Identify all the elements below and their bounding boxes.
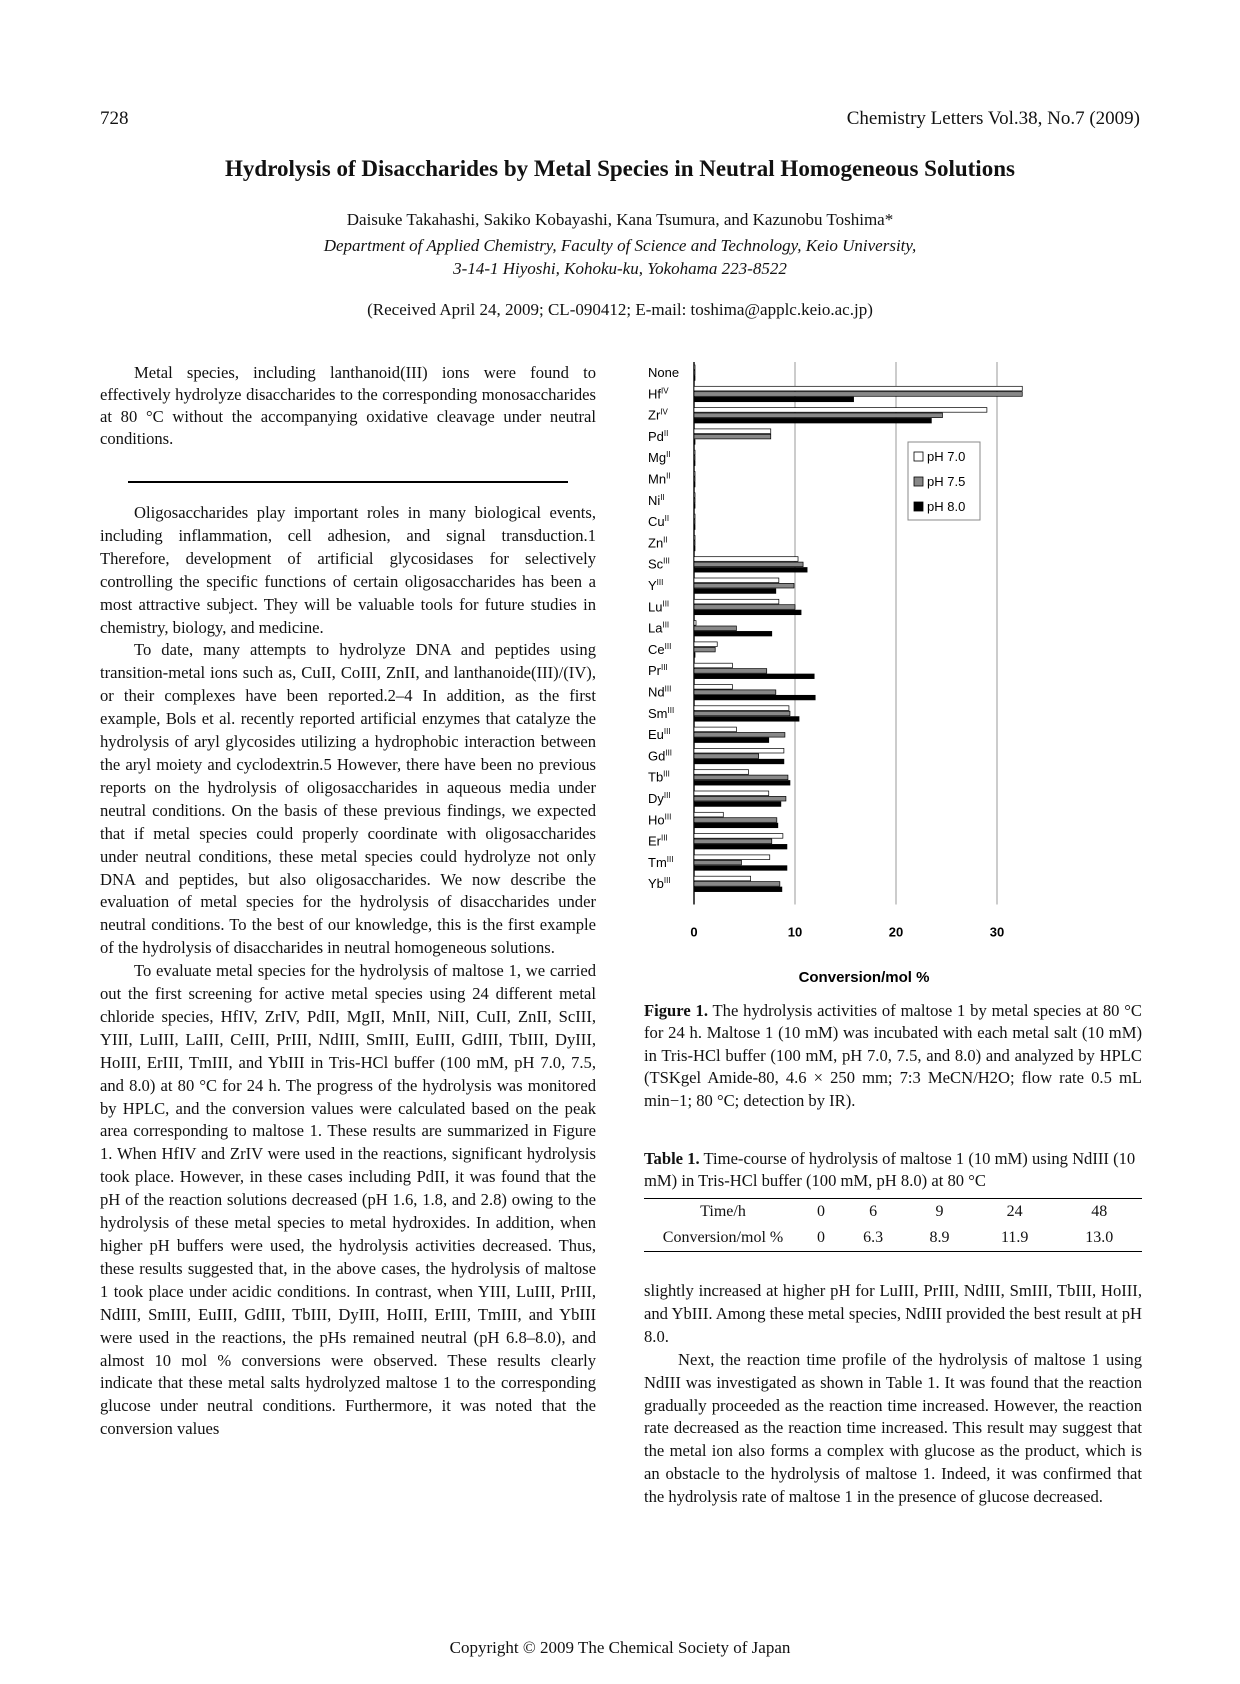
- chart-bar: [694, 504, 695, 509]
- chart-bar: [694, 386, 1022, 391]
- chart-bar: [694, 754, 759, 759]
- chart-tick-label: 0: [690, 924, 698, 940]
- table-caption-text: Time-course of hydrolysis of maltose 1 (10 mM) using NdIII (10 mM) in Tris-HCl buffer (100 mM, pH 8.0) at 80 °C: [644, 1149, 1136, 1191]
- chart-bar: [694, 839, 772, 844]
- body-right-column: [644, 1280, 1142, 1509]
- chart-category-label: $Ce^{III}$: [648, 641, 672, 657]
- chart-bar: [694, 605, 795, 610]
- chart-category-label: $Hf^{IV}$: [648, 386, 669, 402]
- chart-category-label: $Tb^{III}$: [648, 769, 670, 785]
- table-caption: [644, 1148, 1142, 1193]
- chart-bar: [694, 823, 778, 828]
- chart-bar: [694, 408, 987, 413]
- chart-bar: [694, 770, 749, 775]
- table-cell: 11.9: [973, 1225, 1057, 1252]
- body-paragraph: Oligosaccharides play important roles in many biological events, including inflammation, cell adhesion, and signal transduction.1 Therefore, development of artificial glycosidases for selectively controlling the specific functions of certain oligosaccharides has been a most attractive subject. They will be valuable tools for future studies in chemistry, biology, and medicine.: [100, 503, 596, 637]
- body-paragraph: To date, many attempts to hydrolyze DNA and peptides using transition-metal ions such as, CuII, CoIII, ZnII, and lanthanoide(III)/(IV), or their complexes have been reported.2–4 In addition, as the first example, Bols et al. recently reported artificial enzymes that catalyze the hydrolysis of aryl glycosides utilizing a hydrophobic interaction between the aryl moiety and cyclodextrin.5 However, there have been no previous reports on the hydrolysis of oligosaccharides in aqueous media under neutral conditions. On the basis of these previous findings, we expected that if metal species could properly coordinate with oligosaccharides under neutral conditions, these metal species could hydrolyze not only DNA and peptides, but also oligosaccharides. We now describe the evaluation of metal species for the hydrolysis of disaccharides under neutral conditions. To the best of our knowledge, this is the first example of the hydrolysis of disaccharides in neutral homogeneous solutions.: [100, 640, 596, 958]
- chart-x-axis-label: Conversion/mol %: [798, 969, 930, 986]
- chart-bar: [694, 642, 717, 647]
- chart-bar: [694, 834, 783, 839]
- chart-bar: [694, 855, 770, 860]
- chart-bar: [694, 429, 771, 434]
- chart-tick-label: 20: [888, 924, 904, 940]
- table-cell: 0: [802, 1225, 840, 1252]
- affiliation: [0, 234, 1240, 280]
- chart-category-label: $Gd^{III}$: [648, 748, 673, 764]
- paper-title: Hydrolysis of Disaccharides by Metal Species in Neutral Homogeneous Solutions: [225, 156, 1015, 181]
- chart-bar: [694, 844, 787, 849]
- chart-bar: [694, 440, 695, 445]
- table-cell: 48: [1057, 1199, 1142, 1226]
- table-cell: 24: [973, 1199, 1057, 1226]
- chart-category-label: $Zn^{II}$: [648, 535, 668, 551]
- chart-bar: [694, 599, 779, 604]
- chart-bar: [694, 812, 723, 817]
- chart-bar: [694, 860, 741, 865]
- chart-category-label: $Ho^{III}$: [648, 812, 672, 828]
- chart-legend-label: pH 8.0: [927, 499, 966, 514]
- chart-bar: [694, 413, 942, 418]
- chart-legend-swatch: [914, 477, 923, 486]
- table-caption-label: Table 1.: [644, 1149, 700, 1168]
- chart-category-label: $Sc^{III}$: [648, 556, 670, 572]
- table-row: [644, 1199, 1142, 1226]
- chart-bar: [694, 818, 777, 823]
- table-cell: 6.3: [840, 1225, 906, 1252]
- journal-header: Chemistry Letters Vol.38, No.7 (2009): [846, 108, 1140, 129]
- chart-bar: [694, 498, 695, 503]
- chart-category-label: $Zr^{IV}$: [648, 407, 668, 423]
- chart-bar: [694, 376, 695, 381]
- chart-bar: [694, 461, 695, 466]
- chart-category-label: $Mn^{II}$: [648, 471, 671, 487]
- body-paragraph: slightly increased at higher pH for LuIII, PrIII, NdIII, SmIII, TbIII, HoIII, and YbIII. Among these metal species, NdIII provided the best result at pH 8.0.: [644, 1281, 1142, 1346]
- chart-bar: [694, 482, 695, 487]
- chart-bar: [694, 887, 782, 892]
- chart-category-label: $Pr^{III}$: [648, 663, 668, 679]
- chart-bar: [694, 631, 772, 636]
- chart-bar: [694, 365, 695, 370]
- chart-bar: [694, 578, 779, 583]
- affiliation-line-2: 3-14-1 Hiyoshi, Kohoku-ku, Yokohama 223-8522: [453, 259, 787, 278]
- chart-bar: [694, 477, 695, 482]
- chart-bar: [694, 514, 695, 519]
- chart-bar: [694, 738, 769, 743]
- chart-bar: [694, 690, 776, 695]
- chart-tick-labels: [690, 925, 1004, 940]
- chart-category-label: $Y^{III}$: [648, 578, 664, 593]
- chart-bar: [694, 647, 715, 652]
- chart-bar: [694, 434, 771, 439]
- table-cell: 8.9: [906, 1225, 972, 1252]
- chart-bar: [694, 568, 807, 573]
- chart-tick-label: 30: [989, 924, 1005, 940]
- figure-1-chart: [644, 360, 1144, 990]
- table-cell: Conversion/mol %: [644, 1225, 802, 1252]
- chart-category-label: $Er^{III}$: [648, 833, 668, 849]
- chart-category-label: $Lu^{III}$: [648, 599, 670, 615]
- figure-caption-text: The hydrolysis activities of maltose 1 by metal species at 80 °C for 24 h. Maltose 1 (10 mM) was incubated with each metal salt (10 mM) in Tris-HCl buffer (100 mM, pH 7.0, 7.5, and 8.0) and analyzed by HPLC (TSKgel Amide-80, 4.6 × 250 mm; 7:3 MeCN/H2O; flow rate 0.5 mL min−1; 80 °C; detection by IR).: [644, 1001, 1143, 1110]
- chart-bar: [694, 456, 695, 461]
- chart-category-label: $Cu^{II}$: [648, 514, 670, 530]
- chart-bar: [694, 653, 695, 658]
- body-paragraph: To evaluate metal species for the hydrolysis of maltose 1, we carried out the first screening for active metal species using 24 different metal chloride species, HfIV, ZrIV, PdII, MgII, MnII, NiII, CuII, ZnII, ScIII, YIII, LuIII, LaIII, CeIII, PrIII, NdIII, SmIII, EuIII, GdIII, TbIII, DyIII, HoIII, ErIII, TmIII, and YbIII in Tris-HCl buffer (100 mM, pH 7.0, 7.5, and 8.0) at 80 °C for 24 h. The progress of the hydrolysis was monitored by HPLC, and the conversion values were calculated based on the peak area corresponding to maltose 1. These results are summarized in Figure 1. When HfIV and ZrIV were used in the reactions, significant hydrolysis took place. However, in these cases including PdII, it was found that the pH of the reaction solutions decreased (pH 1.6, 1.8, and 2.8) owing to the hydrolysis of these metal species to metal hydroxides. In addition, when higher pH buffers were used, the hydrolysis activities decreased. Thus, these results suggested that, in the above cases, the hydrolysis of maltose 1 took place under acidic conditions. In contrast, when YIII, LuIII, PrIII, NdIII, SmIII, EuIII, GdIII, TbIII, DyIII, HoIII, ErIII, TmIII, and YbIII were used in the reactions, the pHs remained neutral (pH 6.8–8.0), and almost 10 mol % conversions were observed. These results clearly indicate that these metal salts hydrolyzed maltose 1 to the corresponding glucose under neutral conditions. Furthermore, it was noted that the conversion values: [100, 961, 596, 1439]
- chart-bar: [694, 493, 695, 498]
- chart-bar: [694, 711, 790, 716]
- page-number: 728: [100, 108, 129, 129]
- chart-category-label: $Pd^{II}$: [648, 428, 669, 444]
- chart-bar: [694, 733, 785, 738]
- chart-bar: [694, 882, 780, 887]
- chart-bar: [694, 866, 787, 871]
- authors: Daisuke Takahashi, Sakiko Kobayashi, Kana Tsumura, and Kazunobu Toshima*: [346, 210, 894, 229]
- chart-bar: [694, 562, 803, 567]
- chart-legend-swatch: [914, 452, 923, 461]
- chart-bar: [694, 663, 732, 668]
- body-left-column: [100, 502, 596, 1441]
- chart-category-label: $Dy^{III}$: [648, 791, 671, 806]
- figure-caption-label: Figure 1.: [644, 1001, 708, 1020]
- chart-bar: [694, 876, 751, 881]
- chart-bar: [694, 781, 790, 786]
- chart-bar: [694, 472, 695, 477]
- copyright-footer: Copyright © 2009 The Chemical Society of Japan: [449, 1638, 791, 1657]
- chart-category-label: $La^{III}$: [648, 620, 670, 636]
- chart-bar: [694, 717, 799, 722]
- chart-legend: [908, 442, 980, 520]
- chart-bar: [694, 626, 736, 631]
- chart-bar: [694, 583, 794, 588]
- chart-bar: [694, 791, 769, 796]
- table-cell: 13.0: [1057, 1225, 1142, 1252]
- chart-bar: [694, 546, 695, 551]
- chart-bar: [694, 669, 767, 674]
- chart-bar: [694, 674, 814, 679]
- table-cell: 9: [906, 1199, 972, 1226]
- chart-legend-swatch: [914, 502, 923, 511]
- chart-category-label: $Yb^{III}$: [648, 876, 671, 892]
- chart-bar: [694, 525, 695, 530]
- chart-bar: [694, 450, 695, 455]
- table-cell: Time/h: [644, 1199, 802, 1226]
- chart-bar: [694, 796, 786, 801]
- chart-bar: [694, 759, 784, 764]
- chart-category-label: $Eu^{III}$: [648, 727, 671, 743]
- affiliation-line-1: Department of Applied Chemistry, Faculty of Science and Technology, Keio University,: [323, 236, 917, 255]
- chart-bar: [694, 370, 695, 375]
- chart-legend-label: pH 7.5: [927, 474, 966, 489]
- chart-category-label: $Sm^{III}$: [648, 705, 675, 721]
- chart-legend-label: pH 7.0: [927, 449, 966, 464]
- chart-bar: [694, 727, 736, 732]
- table-1: [644, 1198, 1142, 1252]
- abstract: Metal species, including lanthanoid(III) ions were found to effectively hydrolyze disaccharides to the corresponding monosaccharides at 80 °C without the accompanying oxidative cleavage under neutral conditions.: [100, 363, 596, 448]
- chart-bar: [694, 535, 695, 540]
- chart-bar: [694, 621, 696, 626]
- chart-bar: [694, 706, 789, 711]
- chart-category-label: $Mg^{II}$: [648, 450, 671, 466]
- abstract-divider: [128, 481, 568, 483]
- chart-bar: [694, 802, 781, 807]
- chart-tick-label: 10: [787, 924, 803, 940]
- table-cell: 0: [802, 1199, 840, 1226]
- chart-category-label: $Ni^{II}$: [648, 492, 665, 508]
- chart-bar: [694, 520, 695, 525]
- chart-bar: [694, 695, 815, 700]
- chart-category-label: $Nd^{III}$: [648, 684, 672, 700]
- chart-category-labels: [648, 365, 679, 891]
- chart-category-label: $Tm^{III}$: [648, 854, 674, 870]
- chart-bar: [694, 392, 1022, 397]
- chart-bar: [694, 557, 798, 562]
- received-line: (Received April 24, 2009; CL-090412; E-mail: toshima@applc.keio.ac.jp): [367, 300, 873, 319]
- chart-bar: [694, 685, 732, 690]
- chart-category-label: None: [648, 365, 680, 380]
- chart-bar: [694, 589, 776, 594]
- table-row: [644, 1225, 1142, 1252]
- chart-bar: [694, 610, 801, 615]
- chart-bar: [694, 748, 784, 753]
- figure-caption: [644, 1000, 1142, 1112]
- table-cell: 6: [840, 1199, 906, 1226]
- body-paragraph: Next, the reaction time profile of the hydrolysis of maltose 1 using NdIII was investigated as shown in Table 1. It was found that the reaction gradually proceeded as the reaction time increased. However, the reaction rate decreased as the reaction time increased. This result may suggest that the metal ion also forms a complex with glucose as the product, which is an obstacle to the hydrolysis of maltose 1. Indeed, it was confirmed that the hydrolysis rate of maltose 1 in the presence of glucose decreased.: [644, 1349, 1142, 1507]
- chart-bar: [694, 775, 788, 780]
- chart-bar: [694, 418, 931, 423]
- chart-bar: [694, 541, 695, 546]
- chart-bar: [694, 397, 854, 402]
